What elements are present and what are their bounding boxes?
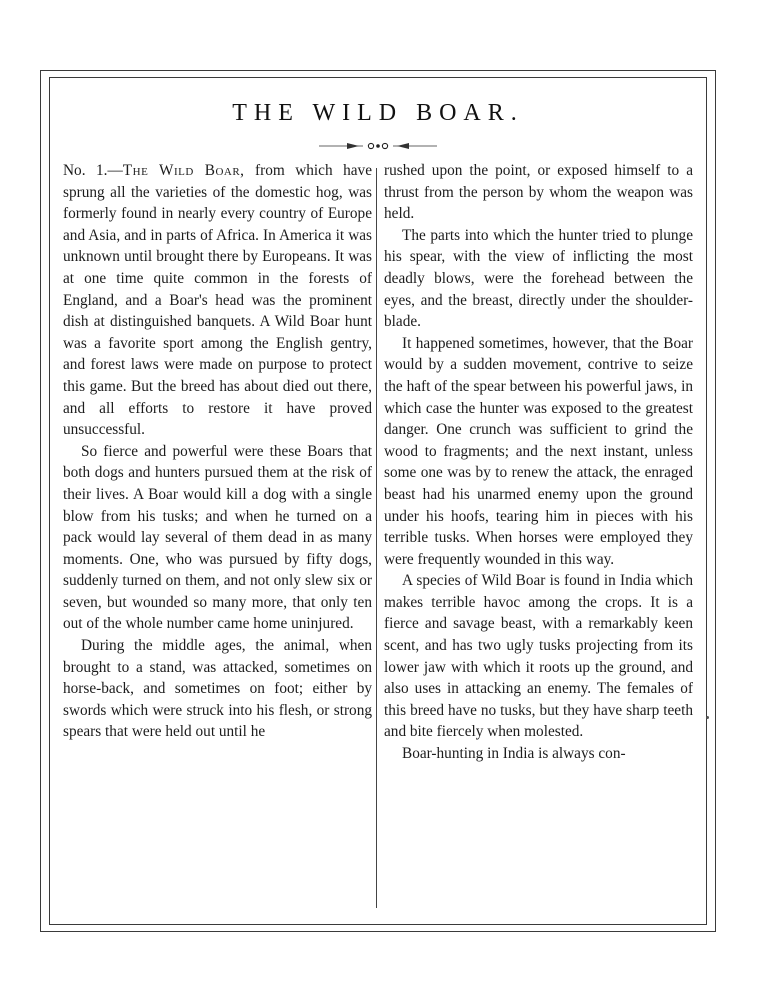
paragraph: The parts into which the hunter tried to plunge his spear, with the view of inflicting the most deadly blows, were the forehead between the eyes, and the breast, directly under the shoulder-blade.: [384, 226, 693, 331]
print-speck: [706, 716, 709, 719]
paragraph: So fierce and powerful were these Boars that both dogs and hunters pursued them at the risk of their lives. A Boar would kill a dog with a single blow from his tusks; and when he turned on a pack would lay several of them dead in as many moments. One, who was pursued by fifty dogs, suddenly turned on them, and not only slew six or seven, but wounded so many more, that only ten out of the whole number came home uninjured.: [63, 442, 372, 633]
paragraph: During the middle ages, the animal, when brought to a stand, was attacked, sometimes on horse-back, and sometimes on foot; either by swords which were struck into his flesh, or strong spears that were held out until he: [63, 637, 372, 741]
paragraph: [63, 160, 372, 441]
paragraph: It happened sometimes, however, that the Boar would by a sudden movement, contrive to seize the haft of the spear between his powerful jaws, in which case the hunter was exposed to the greatest danger. One crunch was sufficient to grind the wood to fragments; and the next instant, unless some one was by to renew the attack, the enraged beast had his unarmed enemy upon the ground under his hoofs, tearing him in pieces with his terrible tusks. When horses were employed they were frequently wounded in this way.: [384, 334, 693, 568]
left-column: [63, 160, 372, 743]
page-title: THE WILD BOAR.: [232, 100, 524, 126]
paragraph: Boar-hunting in India is always con-: [402, 745, 626, 763]
right-column: [384, 160, 693, 765]
paragraph: A species of Wild Boar is found in India which makes terrible havoc among the crops. It is a fierce and savage beast, with a remarkably keen scent, and has two ugly tusks projecting from its lower jaw with which it roots up the ground, and also uses in attacking an enemy. The females of this breed have no tusks, but they have sharp teeth and bite fiercely when molested.: [384, 572, 693, 741]
ornament-divider-icon: [319, 140, 437, 152]
column-divider: [376, 168, 377, 908]
paragraph: rushed upon the point, or exposed himself to a thrust from the person by whom the weapon was held.: [384, 162, 693, 223]
lead-smallcaps: The Wild Boar,: [122, 162, 245, 179]
section-number: No. 1.—: [63, 162, 123, 179]
paragraph-text: from which have sprung all the varieties of the domestic hog, was formerly found in nearly every country of Europe and Asia, and in parts of Africa. In America it was unknown until brought there by Europeans. It was at one time quite common in the forests of England, and a Boar's head was the prominent dish at distinguished banquets. A Wild Boar hunt was a favorite sport among the English gentry, and forest laws were made on purpose to protect this game. But the breed has about died out there, and all efforts to restore it have proved unsuccessful.: [63, 162, 372, 439]
